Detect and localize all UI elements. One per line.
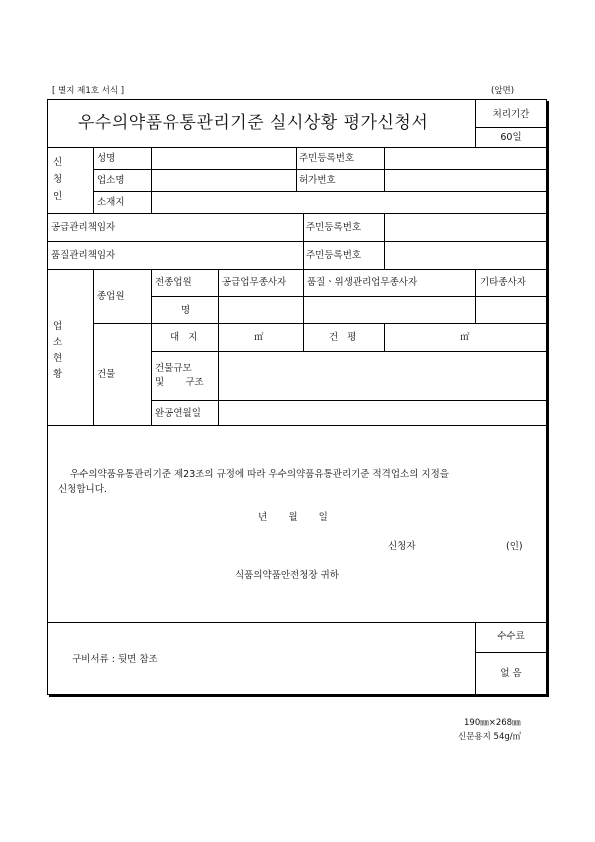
date-line: 년 월 일 (258, 512, 328, 523)
site-area-unit: ㎡ (254, 332, 264, 343)
name-field[interactable] (152, 148, 295, 168)
recipient: 식품의약품안전청장 귀하 (235, 570, 339, 581)
quality-manager-label: 품질관리책임자 (51, 250, 116, 261)
supply-manager-field[interactable] (152, 214, 302, 240)
building-scale-field[interactable] (219, 352, 546, 399)
building-structure-label: 및 구조 (155, 377, 204, 388)
license-no-label: 허가번호 (299, 175, 336, 186)
total-employees-unit: 명 (181, 305, 191, 316)
address-label: 소재지 (97, 197, 125, 208)
form-title: 우수의약품유통관리기준 실시상황 평가신청서 (78, 113, 429, 133)
fee-label: 수수료 (497, 631, 525, 642)
quality-staff-field[interactable] (304, 297, 474, 322)
building-label: 건물 (97, 369, 116, 380)
fee-value: 없 음 (500, 668, 522, 679)
license-no-field[interactable] (385, 170, 546, 190)
total-employees-label: 전종업원 (155, 277, 192, 288)
floor-area-label: 건 평 (329, 332, 357, 343)
attachments-label: 구비서류 : 뒷면 참조 (72, 654, 158, 665)
paper-size: 190㎜×268㎜ (464, 718, 521, 728)
supply-manager-resident-label: 주민등록번호 (306, 222, 362, 233)
quality-staff-label: 품질ㆍ위생관리업무종사자 (307, 277, 418, 288)
business-name-label: 업소명 (97, 175, 125, 186)
quality-manager-resident-field[interactable] (385, 242, 546, 268)
quality-manager-resident-label: 주민등록번호 (306, 250, 362, 261)
floor-area-unit: ㎡ (460, 332, 470, 343)
quality-manager-field[interactable] (152, 242, 302, 268)
supply-manager-resident-field[interactable] (385, 214, 546, 240)
applicant-section-char-2: 청 (53, 174, 63, 185)
applicant-section-char-1: 신 (53, 157, 63, 168)
completion-date-label: 완공연월일 (155, 408, 201, 419)
resident-no-field[interactable] (385, 148, 546, 168)
other-staff-field[interactable] (476, 297, 546, 322)
declaration-text-line1: 우수의약품유통관리기준 제23조의 규정에 따라 우수의약품유통관리기준 적격업소의 지정을 (70, 469, 449, 480)
supply-staff-field[interactable] (219, 297, 302, 322)
applicant-section-char-3: 인 (53, 191, 63, 202)
supply-staff-label: 공급업무종사자 (222, 277, 287, 288)
resident-no-label: 주민등록번호 (299, 153, 355, 164)
other-staff-label: 기타종사자 (480, 277, 526, 288)
declaration-text-line2: 신청합니다. (58, 484, 107, 495)
building-scale-label: 건물규모 (155, 363, 192, 374)
form-tag: [ 별지 제1호 서식 ] (52, 86, 125, 96)
employees-label: 종업원 (97, 291, 125, 302)
address-field[interactable] (152, 192, 546, 212)
side-label: (앞면) (491, 86, 515, 96)
processing-period-value: 60일 (500, 132, 522, 143)
business-status-char-2: 소 (53, 337, 63, 348)
business-status-char-3: 현 (53, 353, 63, 364)
applicant-sign-label: 신청자 (388, 541, 416, 552)
site-area-label: 대 지 (170, 332, 198, 343)
business-status-char-4: 황 (53, 369, 63, 380)
seal-mark: (인) (506, 541, 523, 552)
business-status-char-1: 업 (53, 321, 63, 332)
processing-period-label: 처리기간 (492, 109, 530, 120)
supply-manager-label: 공급관리책임자 (51, 222, 116, 233)
paper-spec: 신문용지 54g/㎡ (458, 732, 522, 742)
business-name-field[interactable] (152, 170, 295, 190)
name-label: 성명 (97, 153, 116, 164)
completion-date-field[interactable] (219, 401, 546, 424)
